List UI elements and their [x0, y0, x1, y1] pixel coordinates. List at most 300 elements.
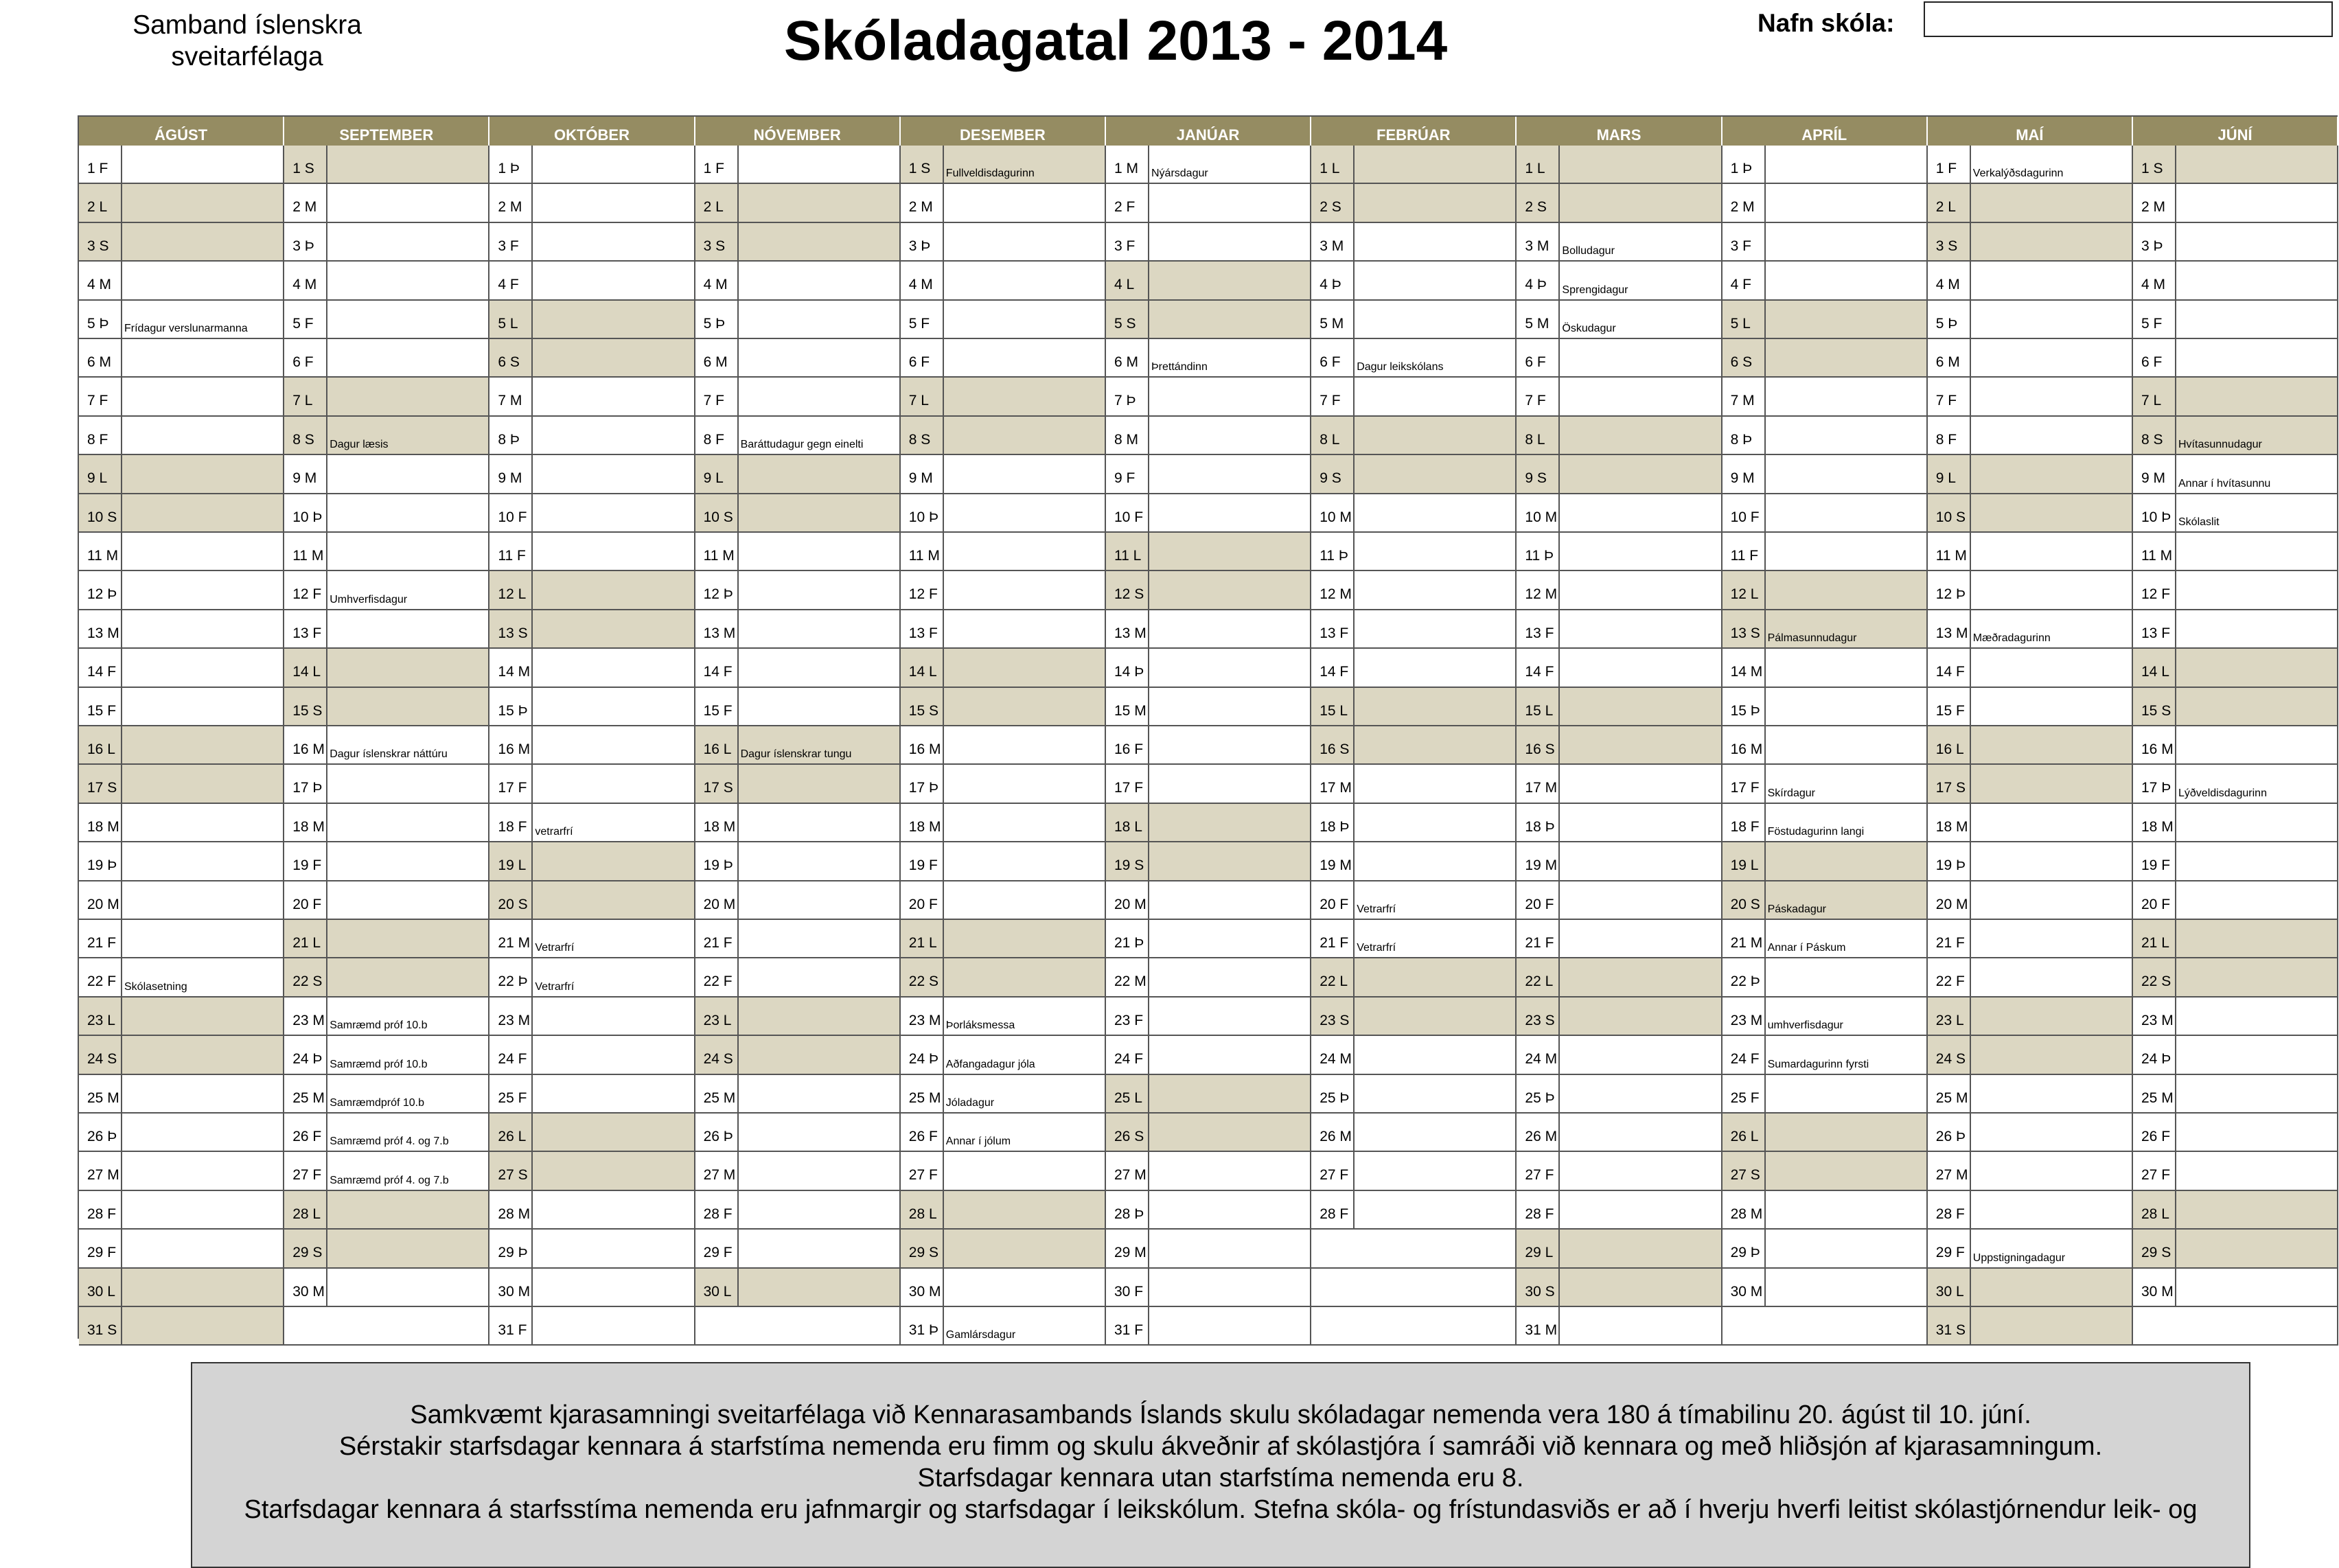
- day-cell: [695, 765, 901, 803]
- day-number: 19 L: [489, 842, 533, 879]
- day-number: 28 L: [284, 1191, 327, 1228]
- day-cell: [1311, 842, 1517, 881]
- day-number: 20 M: [79, 881, 122, 919]
- day-cell: [1722, 1075, 1928, 1114]
- day-cell: [901, 301, 1106, 339]
- day-number: 29 S: [901, 1230, 944, 1267]
- day-number: 10 S: [695, 494, 739, 531]
- day-cell: [901, 688, 1106, 726]
- day-cell: [284, 920, 489, 958]
- day-cell: [284, 1269, 489, 1307]
- day-number: 26 M: [1517, 1114, 1560, 1151]
- day-number: 8 Þ: [489, 417, 533, 454]
- day-number: 6 M: [1106, 339, 1149, 376]
- day-number: 12 F: [284, 571, 327, 608]
- day-cell: [284, 610, 489, 649]
- day-cell: [79, 958, 284, 997]
- day-number: 17 F: [1106, 765, 1149, 802]
- day-number: 10 Þ: [2133, 494, 2176, 531]
- day-number: 24 M: [1311, 1036, 1355, 1073]
- day-cell: [1517, 301, 1722, 339]
- day-number: 10 F: [1106, 494, 1149, 531]
- day-cell: [489, 184, 695, 222]
- day-cell: [695, 1191, 901, 1230]
- day-number: 23 S: [1311, 998, 1355, 1035]
- day-cell: [2133, 262, 2338, 300]
- day-number: 12 F: [2133, 571, 2176, 608]
- day-number: 26 S: [1106, 1114, 1149, 1151]
- day-number: 23 L: [79, 998, 122, 1035]
- day-number: 27 S: [1722, 1152, 1766, 1189]
- day-number: 29 Þ: [489, 1230, 533, 1267]
- empty-cell: [1722, 1307, 1928, 1346]
- day-number: 26 Þ: [1928, 1114, 1971, 1151]
- month-column: [1722, 117, 1928, 1339]
- day-number: 11 M: [284, 533, 327, 570]
- day-cell: [1722, 1269, 1928, 1307]
- day-number: 13 F: [284, 610, 327, 647]
- day-number: 9 M: [2133, 455, 2176, 492]
- day-number: 5 Þ: [79, 301, 122, 338]
- day-cell: [1928, 1036, 2133, 1074]
- day-number: 15 S: [284, 688, 327, 725]
- day-number: 27 M: [79, 1152, 122, 1189]
- day-cell: [1722, 649, 1928, 687]
- day-cell: [2133, 1152, 2338, 1190]
- day-number: 3 F: [489, 223, 533, 260]
- day-cell: [1722, 842, 1928, 881]
- day-event: Mæðradagurinn: [1972, 632, 2051, 645]
- day-event: Umhverfisdagur: [330, 593, 408, 606]
- day-number: 5 Þ: [695, 301, 739, 338]
- day-number: 17 Þ: [2133, 765, 2176, 802]
- day-event: Vetrarfrí: [1357, 942, 1396, 954]
- day-cell: [1722, 417, 1928, 455]
- day-number: 27 S: [489, 1152, 533, 1189]
- day-cell: [695, 1114, 901, 1152]
- day-number: 2 M: [489, 184, 533, 221]
- day-cell: [1928, 1307, 2133, 1346]
- day-cell: [489, 533, 695, 571]
- day-cell: [79, 1307, 284, 1346]
- day-cell: [284, 184, 489, 222]
- day-event: Fullveldisdagurinn: [945, 168, 1035, 180]
- day-event: Dagur íslenskrar náttúru: [330, 748, 448, 761]
- day-number: 2 M: [2133, 184, 2176, 221]
- day-number: 15 L: [1311, 688, 1355, 725]
- month-column: [1928, 117, 2133, 1339]
- day-cell: [1517, 842, 1722, 881]
- day-cell: [901, 223, 1106, 262]
- day-cell: [489, 1114, 695, 1152]
- school-name-input[interactable]: [1924, 1, 2333, 37]
- day-cell: [695, 494, 901, 533]
- month-header: ÁGÚST: [79, 117, 284, 146]
- day-cell: [901, 881, 1106, 920]
- day-number: 14 L: [2133, 649, 2176, 686]
- day-cell: [79, 688, 284, 726]
- day-cell: [1311, 1075, 1517, 1114]
- day-number: 12 M: [1517, 571, 1560, 608]
- day-cell: [1517, 571, 1722, 610]
- month-header: MAÍ: [1928, 117, 2133, 146]
- day-event: Uppstigningadagur: [1972, 1252, 2066, 1264]
- day-number: 27 F: [2133, 1152, 2176, 1189]
- day-number: 11 Þ: [1517, 533, 1560, 570]
- day-number: 11 F: [489, 533, 533, 570]
- day-cell: [1106, 1230, 1311, 1268]
- day-number: 14 M: [1722, 649, 1766, 686]
- day-cell: [1517, 1230, 1722, 1268]
- day-cell: [1722, 998, 1928, 1036]
- day-event: vetrarfrí: [535, 826, 573, 838]
- day-cell: [1106, 649, 1311, 687]
- day-cell: [284, 804, 489, 842]
- day-number: 10 M: [1517, 494, 1560, 531]
- day-number: 21 L: [901, 920, 944, 957]
- day-cell: [79, 998, 284, 1036]
- day-number: 3 F: [1722, 223, 1766, 260]
- day-number: 9 F: [1106, 455, 1149, 492]
- day-cell: [695, 223, 901, 262]
- day-cell: [901, 1152, 1106, 1190]
- day-cell: [2133, 688, 2338, 726]
- day-number: 1 F: [695, 146, 739, 183]
- calendar-grid: [78, 115, 2338, 1339]
- day-number: 7 F: [1928, 378, 1971, 415]
- day-cell: [695, 649, 901, 687]
- day-cell: [79, 1075, 284, 1114]
- day-number: 24 Þ: [2133, 1036, 2176, 1073]
- school-name-label: Nafn skóla:: [1758, 9, 1895, 37]
- day-number: 22 F: [79, 958, 122, 995]
- day-cell: [489, 146, 695, 184]
- day-number: 7 L: [2133, 378, 2176, 415]
- day-number: 28 M: [489, 1191, 533, 1228]
- day-cell: [1517, 920, 1722, 958]
- day-cell: [901, 455, 1106, 494]
- day-cell: [1517, 804, 1722, 842]
- day-number: 17 S: [79, 765, 122, 802]
- day-number: 20 M: [1928, 881, 1971, 919]
- day-number: 26 F: [2133, 1114, 2176, 1151]
- day-number: 22 F: [695, 958, 739, 995]
- day-cell: [1928, 688, 2133, 726]
- day-cell: [489, 301, 695, 339]
- day-cell: [79, 1269, 284, 1307]
- day-number: 10 Þ: [284, 494, 327, 531]
- day-number: 21 L: [2133, 920, 2176, 957]
- day-number: 1 S: [284, 146, 327, 183]
- day-cell: [489, 842, 695, 881]
- day-cell: [2133, 378, 2338, 416]
- day-cell: [284, 881, 489, 920]
- day-cell: [695, 688, 901, 726]
- day-number: 29 F: [695, 1230, 739, 1267]
- day-number: 10 F: [1722, 494, 1766, 531]
- day-cell: [1722, 726, 1928, 765]
- day-cell: [1106, 920, 1311, 958]
- day-cell: [1722, 494, 1928, 533]
- day-cell: [2133, 765, 2338, 803]
- day-number: 12 L: [1722, 571, 1766, 608]
- day-cell: [284, 417, 489, 455]
- day-cell: [1722, 688, 1928, 726]
- day-cell: [695, 842, 901, 881]
- day-cell: [1311, 262, 1517, 300]
- day-cell: [901, 958, 1106, 997]
- day-number: 16 M: [2133, 726, 2176, 763]
- day-cell: [1106, 804, 1311, 842]
- day-number: 19 F: [2133, 842, 2176, 879]
- day-cell: [489, 1152, 695, 1190]
- day-number: 17 Þ: [284, 765, 327, 802]
- day-number: 14 L: [284, 649, 327, 686]
- day-number: 22 M: [1106, 958, 1149, 995]
- day-number: 20 F: [1311, 881, 1355, 919]
- day-cell: [1722, 455, 1928, 494]
- day-number: 4 M: [2133, 262, 2176, 299]
- day-number: 31 M: [1517, 1307, 1560, 1344]
- day-number: 27 M: [1106, 1152, 1149, 1189]
- day-cell: [901, 998, 1106, 1036]
- day-cell: [1928, 1230, 2133, 1268]
- day-number: 6 F: [284, 339, 327, 376]
- day-number: 20 F: [2133, 881, 2176, 919]
- day-cell: [695, 1269, 901, 1307]
- day-number: 2 M: [284, 184, 327, 221]
- day-number: 26 L: [489, 1114, 533, 1151]
- day-cell: [901, 339, 1106, 378]
- day-number: 23 M: [901, 998, 944, 1035]
- day-cell: [284, 223, 489, 262]
- day-number: 24 S: [1928, 1036, 1971, 1073]
- day-number: 20 M: [1106, 881, 1149, 919]
- day-number: 2 M: [901, 184, 944, 221]
- day-cell: [1517, 958, 1722, 997]
- day-cell: [1106, 688, 1311, 726]
- day-number: 15 L: [1517, 688, 1560, 725]
- day-cell: [1928, 998, 2133, 1036]
- day-cell: [1106, 998, 1311, 1036]
- day-number: 14 F: [1928, 649, 1971, 686]
- day-cell: [1722, 610, 1928, 649]
- day-cell: [695, 339, 901, 378]
- day-number: 15 Þ: [1722, 688, 1766, 725]
- day-cell: [1722, 765, 1928, 803]
- day-number: 8 F: [695, 417, 739, 454]
- day-number: 6 F: [2133, 339, 2176, 376]
- day-number: 20 S: [1722, 881, 1766, 919]
- day-cell: [284, 262, 489, 300]
- day-number: 17 M: [1311, 765, 1355, 802]
- day-cell: [1928, 881, 2133, 920]
- day-cell: [695, 610, 901, 649]
- day-number: 24 M: [1517, 1036, 1560, 1073]
- day-number: 21 Þ: [1106, 920, 1149, 957]
- empty-cell: [284, 1307, 489, 1346]
- day-number: 24 F: [1106, 1036, 1149, 1073]
- day-cell: [1311, 455, 1517, 494]
- day-number: 11 M: [695, 533, 739, 570]
- day-event: Sumardagurinn fyrsti: [1767, 1058, 1869, 1070]
- month-header: OKTÓBER: [489, 117, 695, 146]
- day-cell: [1106, 842, 1311, 881]
- day-cell: [489, 1191, 695, 1230]
- day-cell: [2133, 1191, 2338, 1230]
- day-number: 25 M: [79, 1075, 122, 1112]
- day-cell: [1311, 610, 1517, 649]
- day-number: 3 M: [1517, 223, 1560, 260]
- day-event: Annar í Páskum: [1767, 942, 1846, 954]
- day-cell: [1311, 920, 1517, 958]
- day-number: 11 Þ: [1311, 533, 1355, 570]
- day-number: 19 M: [1311, 842, 1355, 879]
- day-cell: [79, 649, 284, 687]
- day-cell: [489, 1075, 695, 1114]
- day-number: 4 Þ: [1311, 262, 1355, 299]
- day-number: 1 F: [79, 146, 122, 183]
- day-number: 31 S: [1928, 1307, 1971, 1344]
- day-event: Þorláksmessa: [945, 1019, 1015, 1032]
- day-cell: [1106, 1307, 1311, 1346]
- day-cell: [284, 1152, 489, 1190]
- day-number: 13 F: [1311, 610, 1355, 647]
- day-cell: [489, 262, 695, 300]
- day-cell: [284, 146, 489, 184]
- day-number: 16 M: [284, 726, 327, 763]
- day-cell: [1928, 146, 2133, 184]
- day-number: 3 S: [79, 223, 122, 260]
- day-number: 20 M: [695, 881, 739, 919]
- day-number: 11 M: [79, 533, 122, 570]
- day-number: 20 S: [489, 881, 533, 919]
- day-number: 18 Þ: [1517, 804, 1560, 841]
- day-cell: [1928, 649, 2133, 687]
- day-number: 15 F: [1928, 688, 1971, 725]
- day-number: 24 Þ: [284, 1036, 327, 1073]
- day-number: 13 S: [1722, 610, 1766, 647]
- org-line-2: sveitarfélaga: [171, 42, 323, 71]
- day-number: 18 M: [1928, 804, 1971, 841]
- day-cell: [1517, 494, 1722, 533]
- day-cell: [2133, 610, 2338, 649]
- day-cell: [901, 842, 1106, 881]
- day-cell: [695, 804, 901, 842]
- day-cell: [695, 1036, 901, 1074]
- day-cell: [1517, 262, 1722, 300]
- day-number: 23 S: [1517, 998, 1560, 1035]
- day-number: 3 Þ: [901, 223, 944, 260]
- day-cell: [1517, 1152, 1722, 1190]
- day-number: 25 M: [695, 1075, 739, 1112]
- day-number: 19 F: [901, 842, 944, 879]
- day-number: 17 F: [1722, 765, 1766, 802]
- day-cell: [901, 533, 1106, 571]
- day-cell: [1106, 146, 1311, 184]
- day-number: 26 L: [1722, 1114, 1766, 1151]
- day-cell: [1517, 417, 1722, 455]
- day-cell: [1517, 1036, 1722, 1074]
- day-number: 5 F: [2133, 301, 2176, 338]
- day-number: 19 M: [1517, 842, 1560, 879]
- day-number: 30 M: [489, 1269, 533, 1306]
- day-cell: [79, 1036, 284, 1074]
- day-cell: [1106, 378, 1311, 416]
- day-number: 10 S: [79, 494, 122, 531]
- day-number: 31 S: [79, 1307, 122, 1344]
- day-cell: [1928, 339, 2133, 378]
- day-number: 18 M: [79, 804, 122, 841]
- day-number: 25 L: [1106, 1075, 1149, 1112]
- day-event: Frídagur verslunarmanna: [124, 322, 248, 334]
- day-number: 30 F: [1106, 1269, 1149, 1306]
- day-cell: [1928, 1191, 2133, 1230]
- day-cell: [2133, 920, 2338, 958]
- day-cell: [695, 184, 901, 222]
- day-number: 25 Þ: [1517, 1075, 1560, 1112]
- day-cell: [1311, 688, 1517, 726]
- day-number: 3 S: [1928, 223, 1971, 260]
- month-column: [901, 117, 1106, 1339]
- day-number: 5 L: [489, 301, 533, 338]
- day-number: 9 M: [284, 455, 327, 492]
- day-cell: [2133, 1075, 2338, 1114]
- day-event: Samræmd próf 10.b: [330, 1019, 428, 1032]
- day-cell: [2133, 958, 2338, 997]
- month-header: FEBRÚAR: [1311, 117, 1517, 146]
- day-cell: [1311, 571, 1517, 610]
- day-number: 23 M: [2133, 998, 2176, 1035]
- day-cell: [2133, 998, 2338, 1036]
- day-number: 27 F: [901, 1152, 944, 1189]
- empty-cell: [1311, 1307, 1517, 1346]
- day-number: 1 M: [1106, 146, 1149, 183]
- day-number: 4 F: [489, 262, 533, 299]
- day-number: 3 F: [1106, 223, 1149, 260]
- day-number: 7 M: [1722, 378, 1766, 415]
- day-number: 21 F: [1311, 920, 1355, 957]
- day-cell: [1106, 571, 1311, 610]
- day-cell: [1311, 146, 1517, 184]
- day-number: 8 L: [1517, 417, 1560, 454]
- day-cell: [1928, 726, 2133, 765]
- day-number: 8 F: [1928, 417, 1971, 454]
- day-cell: [901, 1075, 1106, 1114]
- day-number: 23 M: [489, 998, 533, 1035]
- day-number: 6 F: [1517, 339, 1560, 376]
- day-event: Baráttudagur gegn einelti: [740, 439, 864, 451]
- day-number: 2 M: [1722, 184, 1766, 221]
- day-number: 4 Þ: [1517, 262, 1560, 299]
- day-cell: [695, 881, 901, 920]
- month-header: SEPTEMBER: [284, 117, 489, 146]
- day-cell: [901, 804, 1106, 842]
- day-number: 9 S: [1517, 455, 1560, 492]
- day-event: Hvítasunnudagur: [2178, 439, 2262, 451]
- day-cell: [1311, 726, 1517, 765]
- day-number: 8 M: [1106, 417, 1149, 454]
- day-cell: [284, 455, 489, 494]
- day-cell: [1106, 765, 1311, 803]
- day-number: 21 F: [1928, 920, 1971, 957]
- day-cell: [284, 1230, 489, 1268]
- day-event: Jóladagur: [945, 1096, 995, 1109]
- day-number: 21 F: [1517, 920, 1560, 957]
- day-cell: [1517, 1114, 1722, 1152]
- day-number: 8 S: [284, 417, 327, 454]
- day-number: 29 F: [1928, 1230, 1971, 1267]
